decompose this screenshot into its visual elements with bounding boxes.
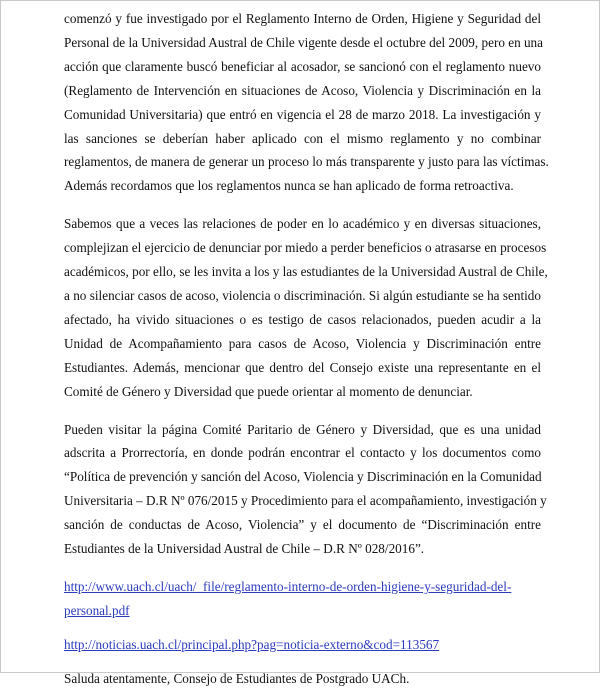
text-line: académicos, por ello, se les invita a los y las estudiantes de la Universidad Austral de Chile, — [64, 264, 548, 280]
text-line: Estudiantes de la Universidad Austral de Chile – D.R Nº 028/2016”. — [64, 541, 425, 557]
text-line: a no silenciar casos de acoso, violencia o discriminación. Si algún estudiante se ha sentido — [64, 287, 541, 303]
closing-signature: Saluda atentamente, Consejo de Estudiantes de Postgrado UACh. — [64, 670, 410, 686]
text-line: las sanciones se deberían haber aplicado con el mismo reglamento y no combinar — [64, 130, 541, 146]
link-reglamento-pdf[interactable] — [64, 575, 541, 623]
link-line[interactable]: http://noticias.uach.cl/principal.php?pag=noticia-externo&cod=113567 — [64, 636, 440, 652]
text-line: Universitaria – D.R Nº 076/2015 y Procedimiento para el acompañamiento, investigación y — [64, 493, 547, 509]
text-line: sanción de conductas de Acoso, Violencia” y el documento de “Discriminación entre — [64, 517, 541, 533]
text-line: afectado, ha vivido situaciones o es testigo de casos relacionados, pueden acudir a la — [64, 311, 541, 327]
text-line: Además recordamos que los reglamentos nunca se han aplicado de forma retroactiva. — [64, 178, 514, 194]
link-noticia[interactable] — [64, 633, 541, 657]
paragraph-sanction-process — [64, 7, 549, 198]
text-line: complejizan el ejercicio de denunciar por miedo a perder beneficios o atrasarse en procesos — [64, 240, 547, 256]
text-line: “Política de prevención y sanción del Acoso, Violencia y Discriminación en la Comunidad — [64, 469, 542, 485]
link-line[interactable]: personal.pdf — [64, 602, 130, 618]
text-line: (Reglamento de Intervención en situaciones de Acoso, Violencia y Discriminación en la — [64, 82, 541, 98]
text-line: Sabemos que a veces las relaciones de poder en lo académico y en diversas situaciones, — [64, 216, 541, 232]
text-line: comenzó y fue investigado por el Reglamento Interno de Orden, Higiene y Seguridad del — [64, 11, 541, 26]
text-line: reglamentos, de manera de generar un proceso lo más transparente y justo para las víctimas. — [64, 154, 549, 170]
paragraph-committee-info — [64, 418, 547, 561]
text-line: adscrita a Prorrectoría, en donde podrán encontrar el contacto y los documentos como — [64, 445, 541, 461]
text-line: Personal de la Universidad Austral de Chile vigente desde el octubre del 2009, pero en una — [64, 34, 544, 50]
text-line: acción que claramente buscó beneficiar al acosador, se sancionó con el reglamento nuevo — [64, 58, 541, 74]
link-line[interactable]: http://www.uach.cl/uach/_file/reglamento-interno-de-orden-higiene-y-seguridad-del- — [64, 578, 512, 594]
text-line: Pueden visitar la página Comité Paritario de Género y Diversidad, que es una unidad — [64, 421, 541, 437]
text-line: Comité de Género y Diversidad que puede orientar al momento de denunciar. — [64, 383, 473, 399]
text-line: Estudiantes. Además, mencionar que dentro del Consejo existe una representante en el — [64, 359, 541, 375]
paragraph-report-invitation — [64, 212, 548, 403]
text-line: Comunidad Universitaria) que entró en vigencia el 28 de marzo 2018. La investigación y — [64, 106, 541, 122]
text-line: Unidad de Acompañamiento para casos de Acoso, Violencia y Discriminación entre — [64, 335, 541, 351]
